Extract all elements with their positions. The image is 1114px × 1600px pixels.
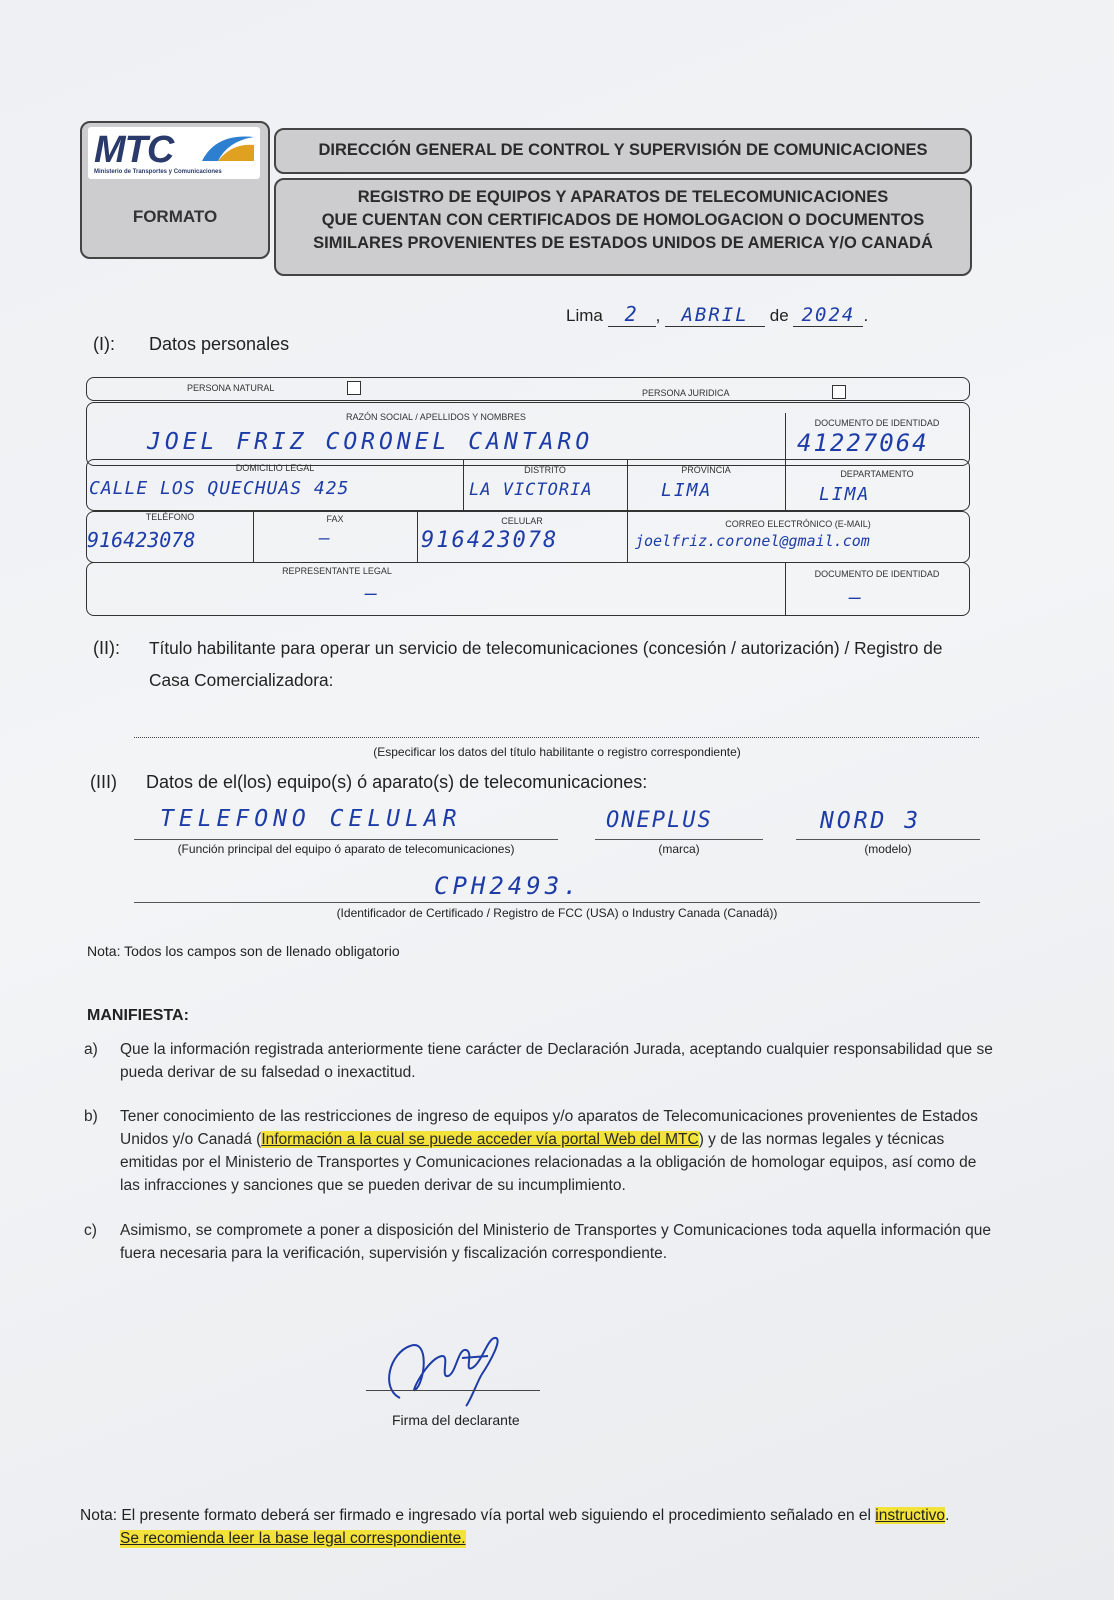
logo-subtitle: Ministerio de Transportes y Comunicaciones xyxy=(94,169,222,175)
fax-value[interactable]: — xyxy=(319,528,332,549)
doc-identidad-value[interactable]: 41227064 xyxy=(797,429,929,457)
b-line2-post: ) y de las normas legales y técnicas xyxy=(698,1131,945,1148)
persona-natural-label: PERSONA NATURAL xyxy=(187,383,275,393)
representante-row xyxy=(86,562,970,616)
mtc-portal-link[interactable]: Información a la cual se puede acceder vía portal Web del MTC xyxy=(261,1131,699,1148)
direccion-box xyxy=(274,128,972,174)
date-year: 2024 xyxy=(793,304,863,327)
doc-identidad-label: DOCUMENTO DE IDENTIDAD xyxy=(814,418,940,428)
persona-row xyxy=(86,377,970,401)
logo-text: MTC xyxy=(94,129,174,171)
logo-swoosh-icon xyxy=(198,131,256,165)
funcion-caption: (Función principal del equipo ó aparato de telecomunicaciones) xyxy=(177,842,515,856)
telefono-value[interactable]: 916423078 xyxy=(87,528,196,552)
manifiesta-b-line4: las infracciones y sanciones que se pueden derivar de su incumplimiento. xyxy=(120,1177,626,1194)
representante-value[interactable]: — xyxy=(365,581,380,605)
correo-value[interactable]: joelfriz.coronel@gmail.com xyxy=(635,532,870,550)
manifiesta-a-mark: a) xyxy=(84,1041,98,1058)
registro-title-2: QUE CUENTAN CON CERTIFICADOS DE HOMOLOGACION O DOCUMENTOS xyxy=(321,211,925,229)
direccion-title: DIRECCIÓN GENERAL DE CONTROL Y SUPERVISIÓN DE COMUNICACIONES xyxy=(318,141,928,159)
date-month: ABRIL xyxy=(665,304,765,327)
manifiesta-c-line1: Asimismo, se compromete a poner a disposición del Ministerio de Transportes y Comunicaciones toda aquella información que xyxy=(120,1222,992,1239)
manifiesta-b-line3: emitidas por el Ministerio de Transportes y Comunicaciones relacionadas a la obligación de homologar equipos, así como de xyxy=(120,1154,977,1171)
persona-natural-checkbox[interactable] xyxy=(347,381,361,395)
manifiesta-b-line2 xyxy=(120,1129,944,1151)
date-comma: , xyxy=(655,306,661,325)
distrito-label: DISTRITO xyxy=(524,465,566,475)
departamento-value[interactable]: LIMA xyxy=(819,484,871,505)
instructivo-link[interactable]: instructivo xyxy=(875,1507,946,1524)
razon-row xyxy=(86,402,970,466)
domicilio-value[interactable]: CALLE LOS QUECHUAS 425 xyxy=(89,478,350,499)
mtc-logo xyxy=(88,127,260,179)
date-city: Lima xyxy=(566,306,603,325)
domicilio-label: DOMICILIO LEGAL xyxy=(235,463,315,473)
modelo-value[interactable]: NORD 3 xyxy=(820,808,922,834)
registro-title-3: SIMILARES PROVENIENTES DE ESTADOS UNIDOS DE AMERICA Y/O CANADÁ xyxy=(313,234,933,252)
telefono-row xyxy=(86,511,970,563)
nota-obligatorio: Nota: Todos los campos son de llenado obligatorio xyxy=(87,943,400,959)
section2-text-1: Título habilitante para operar un servicio de telecomunicaciones (concesión / autorización) / Registro de xyxy=(149,638,943,658)
celular-label: CELULAR xyxy=(501,516,543,526)
date-line xyxy=(566,302,868,327)
manifiesta-a-line1: Que la información registrada anteriormente tiene carácter de Declaración Jurada, aceptando cualquier responsabilidad que se xyxy=(120,1041,993,1058)
modelo-caption: (modelo) xyxy=(864,842,912,856)
manifiesta-title: MANIFIESTA: xyxy=(87,1007,189,1024)
distrito-value[interactable]: LA VICTORIA xyxy=(469,480,593,500)
marca-value[interactable]: ONEPLUS xyxy=(606,808,713,833)
nota-footer-pre: Nota: El presente formato deberá ser firmado e ingresado vía portal web siguiendo el procedimiento señalado en el xyxy=(80,1507,876,1524)
celular-value[interactable]: 916423078 xyxy=(421,528,559,553)
firma-label: Firma del declarante xyxy=(392,1412,520,1428)
departamento-label: DEPARTAMENTO xyxy=(840,469,914,479)
logo-box xyxy=(80,121,270,259)
signature-line xyxy=(366,1390,540,1391)
fax-label: FAX xyxy=(326,514,344,524)
cert-value[interactable]: CPH2493. xyxy=(434,872,582,900)
rep-doc-label: DOCUMENTO DE IDENTIDAD xyxy=(814,569,940,579)
signature-image xyxy=(370,1328,530,1408)
date-dot: . xyxy=(863,306,869,325)
razon-value[interactable]: JOEL FRIZ CORONEL CANTARO xyxy=(147,429,594,455)
persona-juridica-label: PERSONA JURIDICA xyxy=(642,388,730,398)
rep-doc-value[interactable]: — xyxy=(849,585,864,609)
registro-box xyxy=(274,178,972,276)
date-day: 2 xyxy=(608,302,656,327)
section2-number: (II): xyxy=(93,638,120,658)
razon-label: RAZÓN SOCIAL / APELLIDOS Y NOMBRES xyxy=(346,412,526,422)
funcion-value[interactable]: TELEFONO CELULAR xyxy=(160,806,462,832)
section3-title: Datos de el(los) equipo(s) ó aparato(s) de telecomunicaciones: xyxy=(146,772,648,792)
persona-juridica-checkbox[interactable] xyxy=(832,385,846,399)
nota-footer-dot: . xyxy=(945,1507,950,1524)
section2-caption: (Especificar los datos del título habilitante o registro correspondiente) xyxy=(373,745,741,759)
domicilio-row xyxy=(86,459,970,511)
representante-label: REPRESENTANTE LEGAL xyxy=(282,566,392,576)
marca-caption: (marca) xyxy=(658,842,700,856)
section2-dotted-line[interactable] xyxy=(134,737,979,738)
correo-label: CORREO ELECTRÓNICO (E-MAIL) xyxy=(725,519,871,529)
manifiesta-c-mark: c) xyxy=(84,1222,97,1239)
date-de: de xyxy=(769,306,789,325)
provincia-value[interactable]: LIMA xyxy=(661,480,713,501)
registro-title-1: REGISTRO DE EQUIPOS Y APARATOS DE TELECOMUNICACIONES xyxy=(357,188,889,206)
cert-caption: (Identificador de Certificado / Registro de FCC (USA) o Industry Canada (Canadá)) xyxy=(336,906,778,920)
manifiesta-b-mark: b) xyxy=(84,1108,98,1125)
manifiesta-c-line2: fuera necesaria para la verificación, supervisión y fiscalización correspondiente. xyxy=(120,1245,668,1262)
section3-number: (III) xyxy=(90,772,117,792)
telefono-label: TELÉFONO xyxy=(145,512,195,522)
b-line2-pre: Unidos y/o Canadá ( xyxy=(120,1131,262,1148)
base-legal-link[interactable]: Se recomienda leer la base legal correspondiente. xyxy=(120,1530,466,1547)
section1-number: (I): xyxy=(93,334,115,354)
section2-text-2: Casa Comercializadora: xyxy=(149,670,334,690)
manifiesta-b-line1: Tener conocimiento de las restricciones de ingreso de equipos y/o aparatos de Telecomunicaciones provenientes de Estados xyxy=(120,1108,978,1125)
formato-label: FORMATO xyxy=(132,207,218,226)
provincia-label: PROVINCIA xyxy=(681,465,731,475)
nota-footer-line1 xyxy=(80,1507,949,1525)
section1-title: Datos personales xyxy=(149,334,290,354)
manifiesta-a-line2: pueda derivar de su falsedad o inexactitud. xyxy=(120,1064,416,1081)
